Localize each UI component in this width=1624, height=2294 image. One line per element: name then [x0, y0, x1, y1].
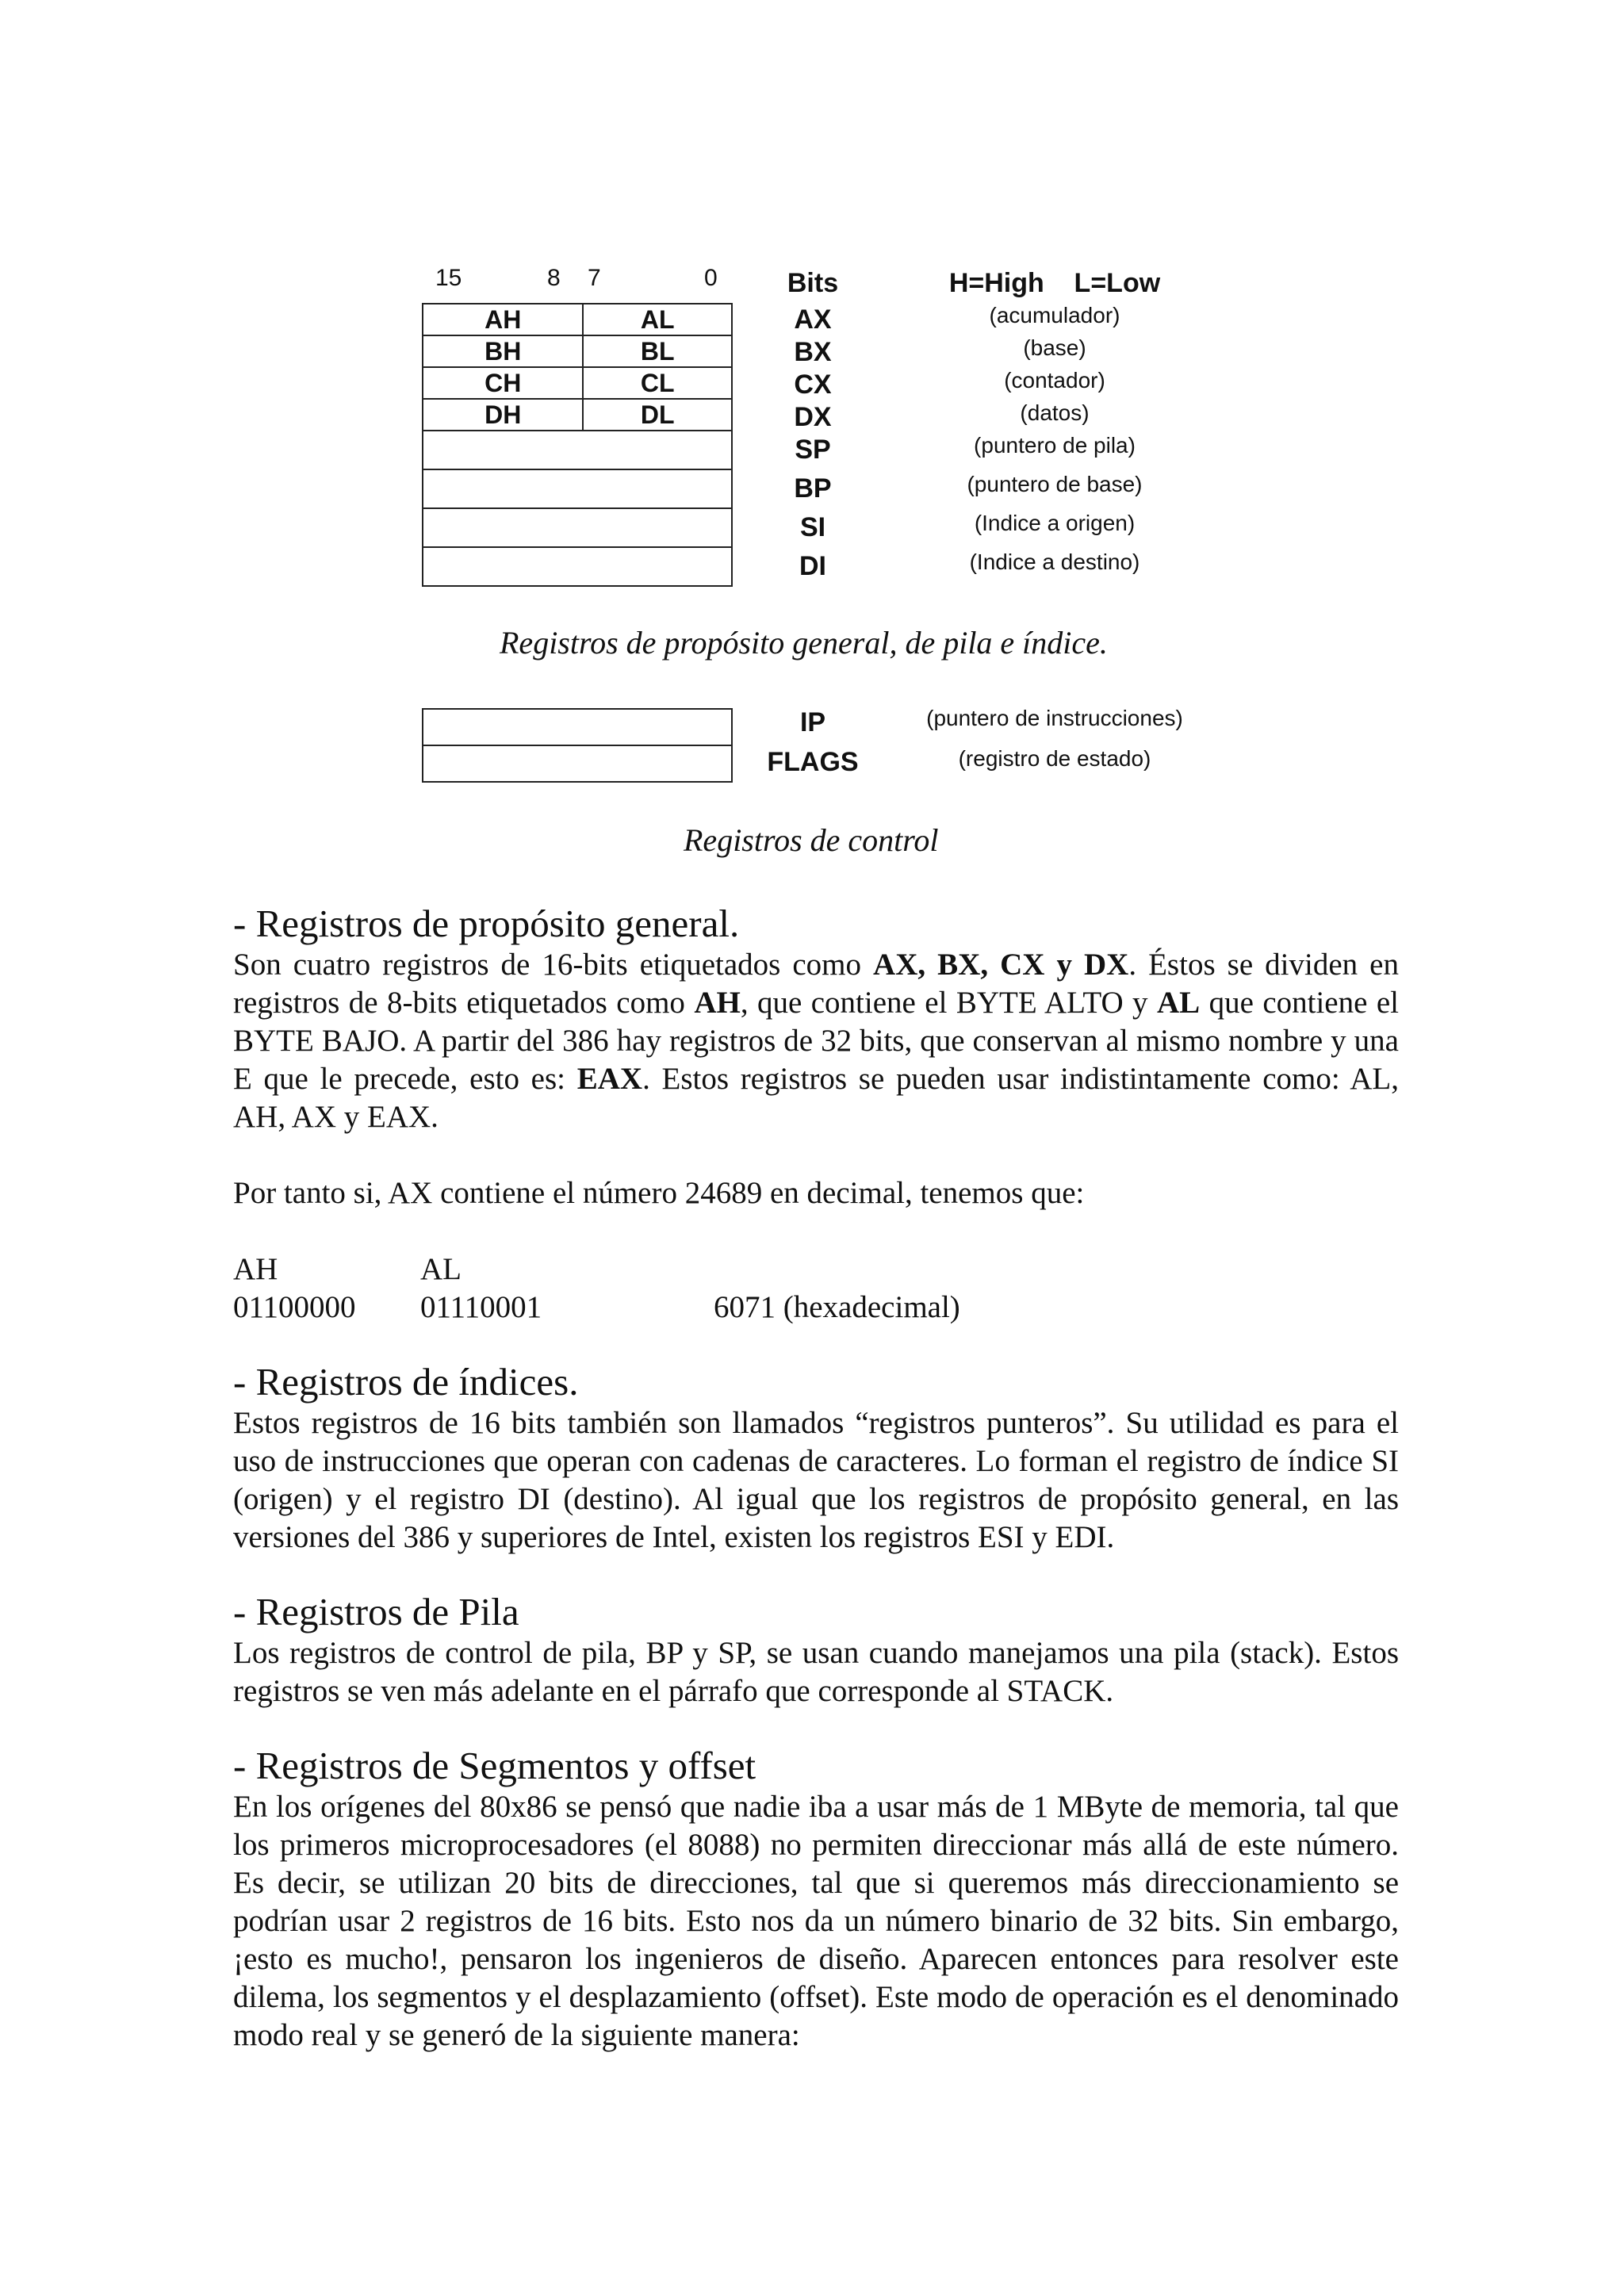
register-desc-flags: (registro de estado) — [958, 746, 1151, 771]
register-name-si: SI — [799, 512, 826, 542]
register-name-cx: CX — [794, 370, 832, 400]
bits-header: Bits — [787, 268, 839, 298]
register-desc-cx: (contador) — [1004, 368, 1105, 393]
register-row-sp — [423, 431, 732, 469]
legend-header: H=High L=Low — [948, 268, 1161, 298]
register-name-bp: BP — [794, 473, 832, 504]
section-heading-segmentos: - Registros de Segmentos y offset — [233, 1744, 756, 1787]
register-name-di: DI — [799, 551, 826, 581]
example-header-al: AL — [420, 1252, 462, 1286]
register-name-sp: SP — [795, 435, 831, 465]
example-value-ah: 01100000 — [233, 1290, 356, 1324]
register-row-bx — [423, 335, 732, 367]
control-registers-diagram — [0, 690, 1624, 809]
register-cell-ch: CH — [423, 367, 583, 399]
register-cell-di — [423, 547, 732, 586]
general-paragraph — [233, 946, 1399, 1136]
bold-al: AL — [1156, 986, 1201, 1020]
text-run: . Estos registros se pueden usar indistintamente como: AL, AH, AX y EAX. — [233, 1062, 1399, 1134]
example-value-row — [233, 1289, 1399, 1327]
register-desc-ax: (acumulador) — [989, 303, 1120, 327]
text-run: que contiene el BYTE BAJO. A partir del 386 hay registros de 32 bits, que conservan al mismo nombre y una E que le precede, esto es: — [233, 986, 1400, 1096]
pila-paragraph: Los registros de control de pila, BP y SP, se usan cuando manejamos una pila (stack). Estos registros se ven más adelante en el párrafo que corresponde al STACK. — [233, 1636, 1399, 1708]
register-desc-sp: (puntero de pila) — [974, 433, 1136, 458]
register-row-dx — [423, 399, 732, 431]
register-name-dx: DX — [794, 402, 832, 432]
register-cell-bl: BL — [583, 335, 732, 367]
register-desc-bx: (base) — [1023, 335, 1086, 360]
register-desc-bp: (puntero de base) — [967, 472, 1143, 496]
bold-eax: EAX — [576, 1062, 643, 1096]
register-desc-si: (Indice a origen) — [974, 511, 1136, 535]
register-cell-ah: AH — [423, 304, 583, 335]
bit-label-15: 15 — [435, 265, 462, 291]
register-name-ax: AX — [794, 304, 832, 335]
section-heading-indices: - Registros de índices. — [233, 1360, 579, 1404]
register-row-flags — [423, 745, 732, 782]
register-name-ip: IP — [799, 707, 826, 737]
example-value-hex: 6071 (hexadecimal) — [714, 1290, 960, 1324]
control-registers-caption: Registros de control — [684, 822, 939, 858]
register-cell-sp — [423, 431, 732, 469]
example-header-row — [233, 1250, 1399, 1289]
register-cell-flags — [423, 745, 732, 782]
register-name-bx: BX — [794, 337, 832, 367]
document-body — [233, 902, 1399, 2055]
register-cell-dh: DH — [423, 399, 583, 431]
bit-label-8: 8 — [547, 265, 561, 291]
register-row-si — [423, 508, 732, 547]
register-row-ax — [423, 304, 732, 335]
register-name-flags: FLAGS — [767, 747, 859, 777]
register-row-cx — [423, 367, 732, 399]
section-heading-general: - Registros de propósito general. — [233, 902, 740, 945]
bold-register-names: AX, BX, CX y DX — [873, 948, 1129, 982]
register-cell-bh: BH — [423, 335, 583, 367]
register-cell-al: AL — [583, 304, 732, 335]
register-cell-bp — [423, 469, 732, 508]
section-heading-pila: - Registros de Pila — [233, 1590, 519, 1633]
example-value-al: 01110001 — [420, 1290, 542, 1324]
example-intro: Por tanto si, AX contiene el número 24689 en decimal, tenemos que: — [233, 1176, 1085, 1210]
indices-paragraph: Estos registros de 16 bits también son llamados “registros punteros”. Su utilidad es para el uso de instrucciones que operan con cadenas de caracteres. Lo forman el registro de índice SI (origen) y el registro DI (destino). Al igual que los registros de propósito general, en las versiones del 386 y superiores de Intel, existen los registros ESI y EDI. — [233, 1406, 1399, 1554]
register-desc-dx: (datos) — [1020, 400, 1090, 425]
general-register-table — [422, 303, 733, 587]
text-run: , que contiene el BYTE ALTO y — [740, 986, 1157, 1020]
register-cell-si — [423, 508, 732, 547]
bold-ah: AH — [694, 986, 741, 1020]
register-cell-cl: CL — [583, 367, 732, 399]
bit-label-0: 0 — [704, 265, 718, 291]
text-run: Son cuatro registros de 16-bits etiquetados como — [233, 948, 874, 982]
example-header-ah: AH — [233, 1252, 278, 1286]
text-run: . Éstos se dividen en registros de 8-bits etiquetados como — [233, 948, 1399, 1020]
register-desc-di: (Indice a destino) — [969, 550, 1140, 574]
register-desc-ip: (puntero de instrucciones) — [926, 706, 1183, 730]
register-row-bp — [423, 469, 732, 508]
register-cell-dl: DL — [583, 399, 732, 431]
register-row-di — [423, 547, 732, 586]
segmentos-paragraph: En los orígenes del 80x86 se pensó que nadie iba a usar más de 1 MByte de memoria, tal que los primeros microprocesadores (el 8088) no permiten direccionar más allá de este número. Es decir, se utilizan 20 bits de direcciones, tal que si queremos más direccionamiento se podrían usar 2 registros de 16 bits. Esto nos da un número binario de 32 bits. Sin embargo, ¡esto es mucho!, pensaron los ingenieros de diseño. Aparecen entonces para resolver este dilema, los segmentos y el desplazamiento (offset). Este modo de operación es el denominado modo real y se generó de la siguiente manera: — [233, 1790, 1399, 2052]
control-register-table — [422, 708, 733, 783]
register-cell-ip — [423, 709, 732, 745]
general-registers-diagram — [0, 0, 1624, 618]
register-row-ip — [423, 709, 732, 745]
bit-label-7: 7 — [588, 265, 601, 291]
general-registers-caption: Registros de propósito general, de pila e índice. — [500, 625, 1108, 661]
